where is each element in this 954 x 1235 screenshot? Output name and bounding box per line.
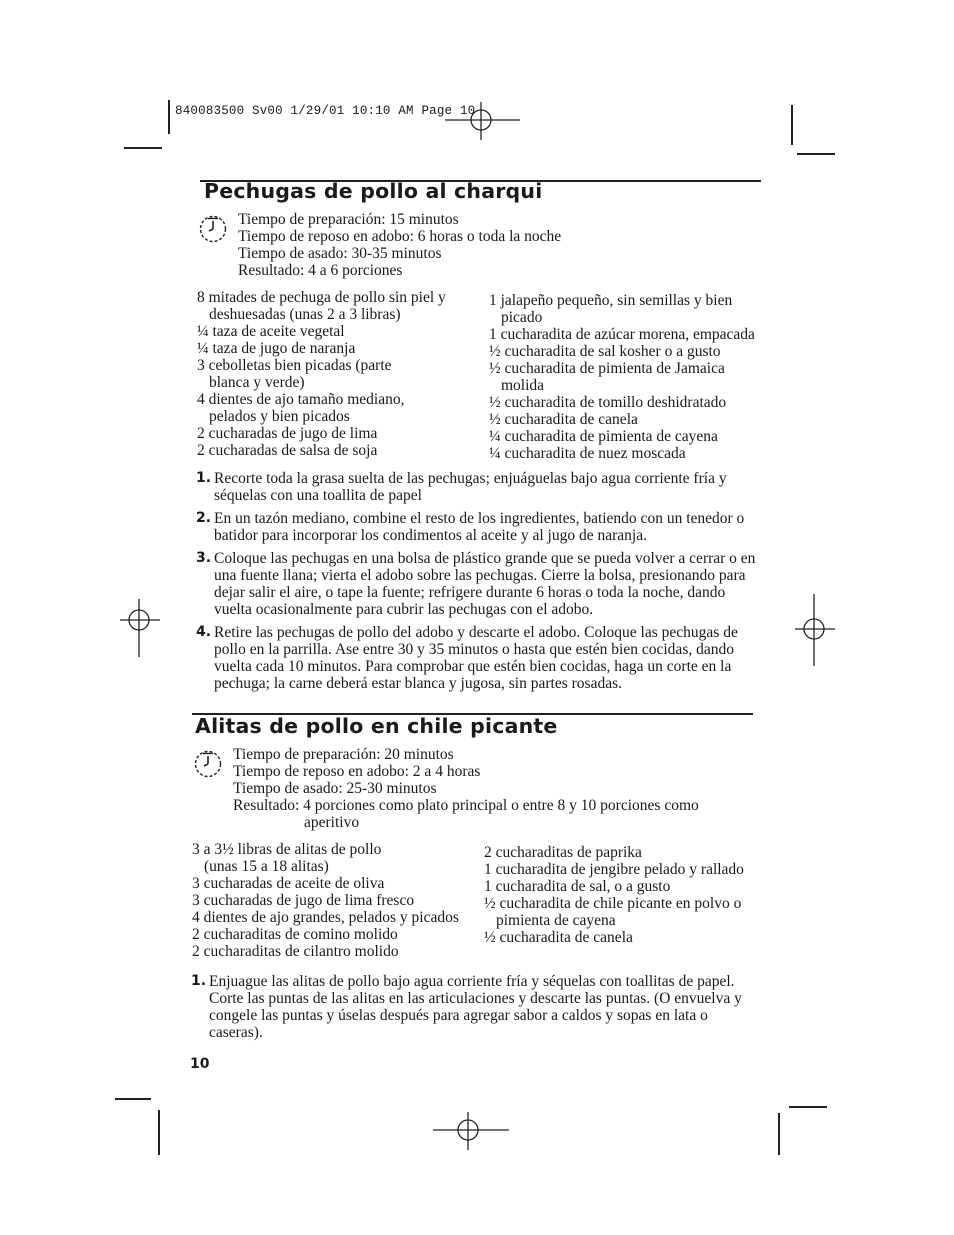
step [196, 510, 756, 544]
ingredient: 3 a 3½ libras de alitas de pollo (unas 15 a 18 alitas) [192, 841, 382, 875]
ingredient: 4 dientes de ajo grandes, pelados y picados [192, 909, 459, 926]
instructions [191, 973, 756, 1047]
ingredient: 2 cucharaditas de comino molido [192, 926, 398, 943]
yield: Resultado: 4 a 6 porciones [238, 262, 403, 279]
ingredient: 1 cucharadita de jengibre pelado y rallado [484, 861, 744, 878]
recipe-title: Pechugas de pollo al charqui [204, 179, 543, 203]
ingredient: 1 cucharadita de sal, o a gusto [484, 878, 671, 895]
ingredient: ½ cucharadita de sal kosher o a gusto [489, 343, 721, 360]
ingredient: ½ cucharadita de canela [484, 929, 633, 946]
ingredient: 8 mitades de pechuga de pollo sin piel y deshuesadas (unas 2 a 3 libras) [197, 289, 446, 323]
ingredient: ½ cucharadita de pimienta de Jamaica molida [489, 360, 725, 394]
clock-icon [198, 214, 228, 244]
step [196, 550, 756, 618]
ingredient: ¼ cucharadita de pimienta de cayena [489, 428, 718, 445]
ingredients-left [197, 289, 467, 459]
step [196, 624, 756, 692]
crop-mark [124, 147, 162, 149]
registration-mark-left [118, 597, 162, 659]
ingredient: ½ cucharadita de chile picante en polvo o pimienta de cayena [484, 895, 742, 929]
ingredient: 2 cucharaditas de cilantro molido [192, 943, 399, 960]
recipe-info [233, 746, 699, 831]
step-number: 4. [196, 624, 212, 640]
page-number: 10 [190, 1056, 210, 1072]
ingredient: 2 cucharadas de jugo de lima [197, 425, 378, 442]
ingredients-right [489, 292, 774, 462]
crop-mark [797, 153, 835, 155]
step-number: 1. [196, 470, 212, 486]
ingredient: ¼ cucharadita de nuez moscada [489, 445, 686, 462]
step-text: Coloque las pechugas en una bolsa de plástico grande que se pueda volver a cerrar o en una fuente llana; vierta el adobo sobre las pechugas. Cierre la bolsa, presionando para dejar salir el aire, o tape la fuente; refrigere durante 6 horas o toda la noche, dando vuelta ocasionalmente para cubrir las pechugas con el adobo. [214, 550, 756, 618]
registration-mark-right [793, 592, 837, 668]
step [196, 470, 756, 504]
yield-continuation: aperitivo [304, 814, 360, 831]
yield: Resultado: 4 porciones como plato principal o entre 8 y 10 porciones como [233, 797, 699, 814]
ingredient: 4 dientes de ajo tamaño mediano, pelados y bien picados [197, 391, 405, 425]
ingredients-left [192, 841, 472, 960]
crop-mark [778, 1113, 780, 1155]
ingredient: ½ cucharadita de canela [489, 411, 638, 428]
step-text: En un tazón mediano, combine el resto de los ingredientes, batiendo con un tenedor o batidor para incorporar los condimentos al aceite y al jugo de naranja. [214, 510, 745, 544]
clock-icon [193, 749, 223, 779]
crop-mark [158, 1110, 160, 1155]
ingredient: 2 cucharaditas de paprika [484, 844, 642, 861]
marinate-time: Tiempo de reposo en adobo: 2 a 4 horas [233, 763, 481, 780]
instructions [196, 470, 756, 698]
prep-time: Tiempo de preparación: 15 minutos [238, 211, 459, 228]
crop-mark [168, 100, 170, 134]
grill-time: Tiempo de asado: 30-35 minutos [238, 245, 442, 262]
ingredient: 3 cebolletas bien picadas (parte blanca y verde) [197, 357, 392, 391]
recipe-info [238, 211, 561, 279]
print-slug: 840083500 Sv00 1/29/01 10:10 AM Page 10 [175, 104, 476, 118]
step-number: 1. [191, 973, 207, 989]
ingredient: 3 cucharadas de aceite de oliva [192, 875, 385, 892]
marinate-time: Tiempo de reposo en adobo: 6 horas o toda la noche [238, 228, 562, 245]
recipe-title: Alitas de pollo en chile picante [195, 714, 558, 738]
step-number: 3. [196, 550, 212, 566]
ingredient: 2 cucharadas de salsa de soja [197, 442, 378, 459]
step-text: Enjuague las alitas de pollo bajo agua corriente fría y séquelas con toallitas de papel. Corte las puntas de las alitas en las articulaciones y descarte las puntas. (O envuelva y congele las puntas y úselas después para agregar sabor a caldos y sopas en lata o caseras). [209, 973, 742, 1041]
ingredient: 1 jalapeño pequeño, sin semillas y bien picado [489, 292, 733, 326]
step-number: 2. [196, 510, 212, 526]
step-text: Recorte toda la grasa suelta de las pechugas; enjuáguelas bajo agua corriente fría y séquelas con una toallita de papel [214, 470, 727, 504]
ingredient: ½ cucharadita de tomillo deshidratado [489, 394, 727, 411]
grill-time: Tiempo de asado: 25-30 minutos [233, 780, 437, 797]
step-text: Retire las pechugas de pollo del adobo y descarte el adobo. Coloque las pechugas de pollo en la parrilla. Ase entre 30 y 35 minutos o hasta que estén bien cocidas, dando vuelta cada 10 minutos. Para comprobar que estén bien cocidas, haga un corte en la pechuga; la carne deberá estar blanca y jugosa, sin partes rosadas. [214, 624, 738, 692]
registration-mark-bottom [430, 1110, 512, 1152]
prep-time: Tiempo de preparación: 20 minutos [233, 746, 454, 763]
crop-mark [115, 1098, 151, 1100]
ingredient: ¼ taza de jugo de naranja [197, 340, 356, 357]
ingredient: ¼ taza de aceite vegetal [197, 323, 345, 340]
ingredients-right [484, 844, 774, 946]
step [191, 973, 756, 1041]
crop-mark [789, 1106, 827, 1108]
ingredient: 1 cucharadita de azúcar morena, empacada [489, 326, 755, 343]
ingredient: 3 cucharadas de jugo de lima fresco [192, 892, 415, 909]
crop-mark [791, 105, 793, 145]
